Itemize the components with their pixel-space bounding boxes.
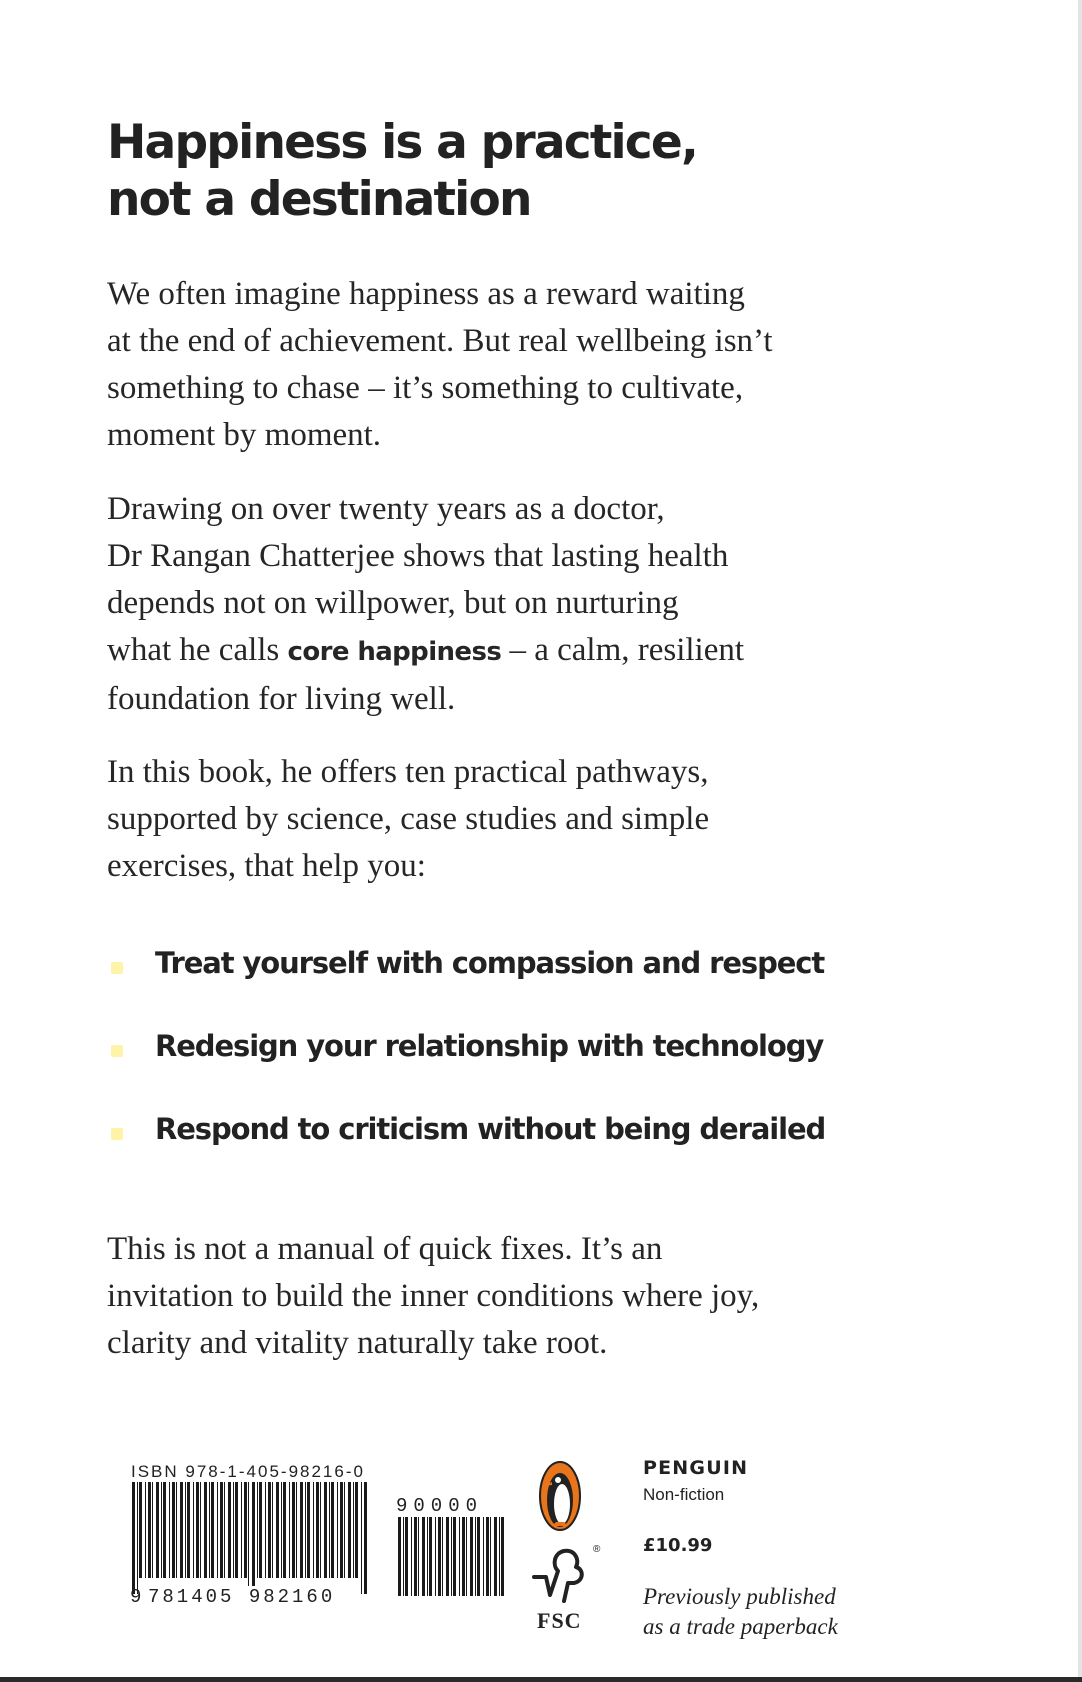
barcode-bar: [475, 1517, 476, 1596]
barcode-bar: [137, 1482, 138, 1594]
barcode-bar: [459, 1517, 460, 1596]
headline-line-2: not a destination: [107, 172, 531, 227]
barcode-bar: [477, 1517, 480, 1596]
barcode-bar: [272, 1482, 273, 1578]
barcode-bar: [499, 1517, 500, 1596]
list-item-text: Treat yourself with compassion and respect: [155, 946, 825, 980]
bullet-marker-icon: [111, 962, 123, 974]
barcode-bar: [196, 1482, 199, 1578]
barcode-bar: [313, 1482, 314, 1578]
barcode-bar: [355, 1482, 358, 1578]
barcode-bar: [268, 1482, 271, 1578]
closing-line: invitation to build the inner conditions where joy,: [107, 1278, 760, 1314]
barcode-bar: [364, 1482, 367, 1594]
barcode-bar: [435, 1517, 436, 1596]
price-addon-barcode: [396, 1517, 506, 1612]
fsc-tree-icon: [528, 1543, 590, 1605]
barcode-bar: [132, 1482, 135, 1594]
author-line-text: what he calls: [107, 632, 288, 668]
barcode-bar: [235, 1482, 238, 1578]
bullet-marker-icon: [111, 1045, 123, 1057]
barcode-bar: [348, 1482, 351, 1578]
barcode-bar: [176, 1482, 177, 1578]
barcode-bar: [296, 1482, 297, 1578]
pathways-line: In this book, he offers ten practical pathways,: [107, 754, 709, 790]
book-category: Non-fiction: [643, 1485, 725, 1504]
barcode-bar: [289, 1482, 290, 1578]
barcode-bar: [224, 1482, 225, 1578]
barcode-digits: 781405 982160: [148, 1586, 336, 1608]
barcode-bar: [161, 1482, 162, 1578]
intro-line: something to chase – it’s something to cultivate,: [107, 370, 744, 406]
pathways-line: supported by science, case studies and simple: [107, 801, 710, 837]
isbn-label: ISBN 978-1-405-98216-0: [131, 1462, 365, 1481]
closing-paragraph: [107, 1226, 907, 1367]
barcode-bar: [163, 1482, 166, 1578]
barcode-bar: [265, 1482, 266, 1578]
barcode-bar: [241, 1482, 242, 1578]
barcode-bar: [490, 1517, 491, 1596]
pathways-line: exercises, that help you:: [107, 848, 426, 884]
book-price: £10.99: [643, 1535, 713, 1556]
list-item-text: Respond to criticism without being derailed: [155, 1112, 826, 1146]
barcode-bar: [305, 1482, 306, 1578]
author-line: depends not on willpower, but on nurturing: [107, 585, 679, 621]
barcode-bar: [501, 1517, 504, 1596]
barcode-bar: [442, 1517, 443, 1596]
barcode-bar: [307, 1482, 310, 1578]
barcode-bar: [169, 1482, 170, 1578]
barcode-bar: [233, 1482, 234, 1578]
barcode-bar: [405, 1517, 408, 1596]
barcode-bar: [340, 1482, 343, 1578]
cover-edge: [0, 1677, 1082, 1682]
barcode-bar: [180, 1482, 183, 1578]
barcode-bar: [220, 1482, 223, 1578]
barcode-bar: [451, 1517, 452, 1596]
barcode-bar: [353, 1482, 354, 1578]
barcode-bar: [209, 1482, 210, 1578]
barcode-bar: [228, 1482, 231, 1578]
previously-published-line: Previously published: [643, 1584, 836, 1609]
barcode-bar: [292, 1482, 295, 1578]
barcode-bar: [187, 1482, 190, 1578]
intro-line: We often imagine happiness as a reward waiting: [107, 276, 745, 312]
bullet-marker-icon: [111, 1128, 123, 1140]
barcode-bar: [414, 1517, 417, 1596]
fsc-label: FSC: [537, 1608, 582, 1633]
headline-line-1: Happiness is a practice,: [107, 115, 697, 170]
fsc-registered-mark: ®: [593, 1544, 601, 1555]
barcode-bar: [217, 1482, 218, 1578]
barcode-bar: [148, 1482, 151, 1578]
barcode-bar: [411, 1517, 412, 1596]
barcode-bar: [204, 1482, 207, 1578]
previously-published-note: [643, 1582, 838, 1642]
barcode-bar: [316, 1482, 319, 1578]
list-item: [107, 1027, 927, 1110]
barcode-bar: [398, 1517, 401, 1596]
headline: [107, 114, 907, 228]
barcode-bar: [283, 1482, 286, 1578]
intro-paragraph: [107, 271, 907, 459]
barcode-bar: [248, 1482, 249, 1594]
list-item-text: Redesign your relationship with technology: [155, 1029, 824, 1063]
barcode-bar: [145, 1482, 146, 1578]
barcode-first-digit: 9: [130, 1586, 142, 1608]
benefits-list: [107, 944, 927, 1193]
author-line-text: – a calm, resilient: [501, 632, 745, 668]
barcode-bar: [152, 1482, 153, 1578]
barcode-bar: [139, 1482, 142, 1578]
publisher-name: PENGUIN: [643, 1457, 749, 1479]
barcode-bar: [344, 1482, 345, 1578]
barcode-bar: [494, 1517, 497, 1596]
barcode-bar: [453, 1517, 456, 1596]
barcode-bar: [466, 1517, 467, 1596]
barcode-bar: [329, 1482, 330, 1578]
barcode-bar: [403, 1517, 404, 1596]
barcode-bar: [259, 1482, 262, 1578]
barcode-bar: [462, 1517, 465, 1596]
barcode-bar: [156, 1482, 159, 1578]
barcode-bar: [337, 1482, 338, 1578]
cover-edge: [1078, 0, 1082, 1682]
previously-published-line: as a trade paperback: [643, 1614, 838, 1639]
intro-line: at the end of achievement. But real wellbeing isn’t: [107, 323, 773, 359]
barcode-bar: [438, 1517, 441, 1596]
author-line: Dr Rangan Chatterjee shows that lasting health: [107, 538, 729, 574]
barcode-bar: [276, 1482, 279, 1578]
barcode-bar: [300, 1482, 303, 1578]
barcode-bar: [200, 1482, 201, 1578]
penguin-logo-icon: [538, 1460, 582, 1532]
barcode-bar: [418, 1517, 419, 1596]
barcode-bar: [211, 1482, 214, 1578]
barcode-bar: [281, 1482, 282, 1578]
barcode-bar: [185, 1482, 186, 1578]
barcode-bar: [483, 1517, 484, 1596]
list-item: [107, 944, 927, 1027]
closing-line: This is not a manual of quick fixes. It’s an: [107, 1231, 663, 1267]
barcode-bar: [331, 1482, 334, 1578]
barcode-bar: [244, 1482, 247, 1578]
barcode-bar: [446, 1517, 449, 1596]
barcode-bar: [486, 1517, 489, 1596]
list-item: [107, 1110, 927, 1193]
barcode-bar: [257, 1482, 258, 1578]
pathways-paragraph: [107, 749, 907, 890]
barcode-bar: [320, 1482, 321, 1578]
author-paragraph: [107, 486, 907, 723]
closing-line: clarity and vitality naturally take root.: [107, 1325, 608, 1361]
barcode-bar: [172, 1482, 175, 1578]
barcode-bar: [427, 1517, 428, 1596]
barcode-bar: [470, 1517, 473, 1596]
author-line: foundation for living well.: [107, 681, 456, 717]
barcode-bar: [422, 1517, 425, 1596]
barcode-bar: [429, 1517, 432, 1596]
barcode-bar: [324, 1482, 327, 1578]
barcode-bar: [252, 1482, 255, 1594]
intro-line: moment by moment.: [107, 417, 382, 453]
price-addon-digits: 90000: [396, 1495, 484, 1517]
author-line: [107, 627, 907, 676]
isbn-barcode: [130, 1482, 370, 1594]
author-line: Drawing on over twenty years as a doctor,: [107, 491, 665, 527]
barcode-bar: [361, 1482, 362, 1594]
barcode-bar: [193, 1482, 194, 1578]
core-happiness-term: core happiness: [287, 637, 502, 667]
